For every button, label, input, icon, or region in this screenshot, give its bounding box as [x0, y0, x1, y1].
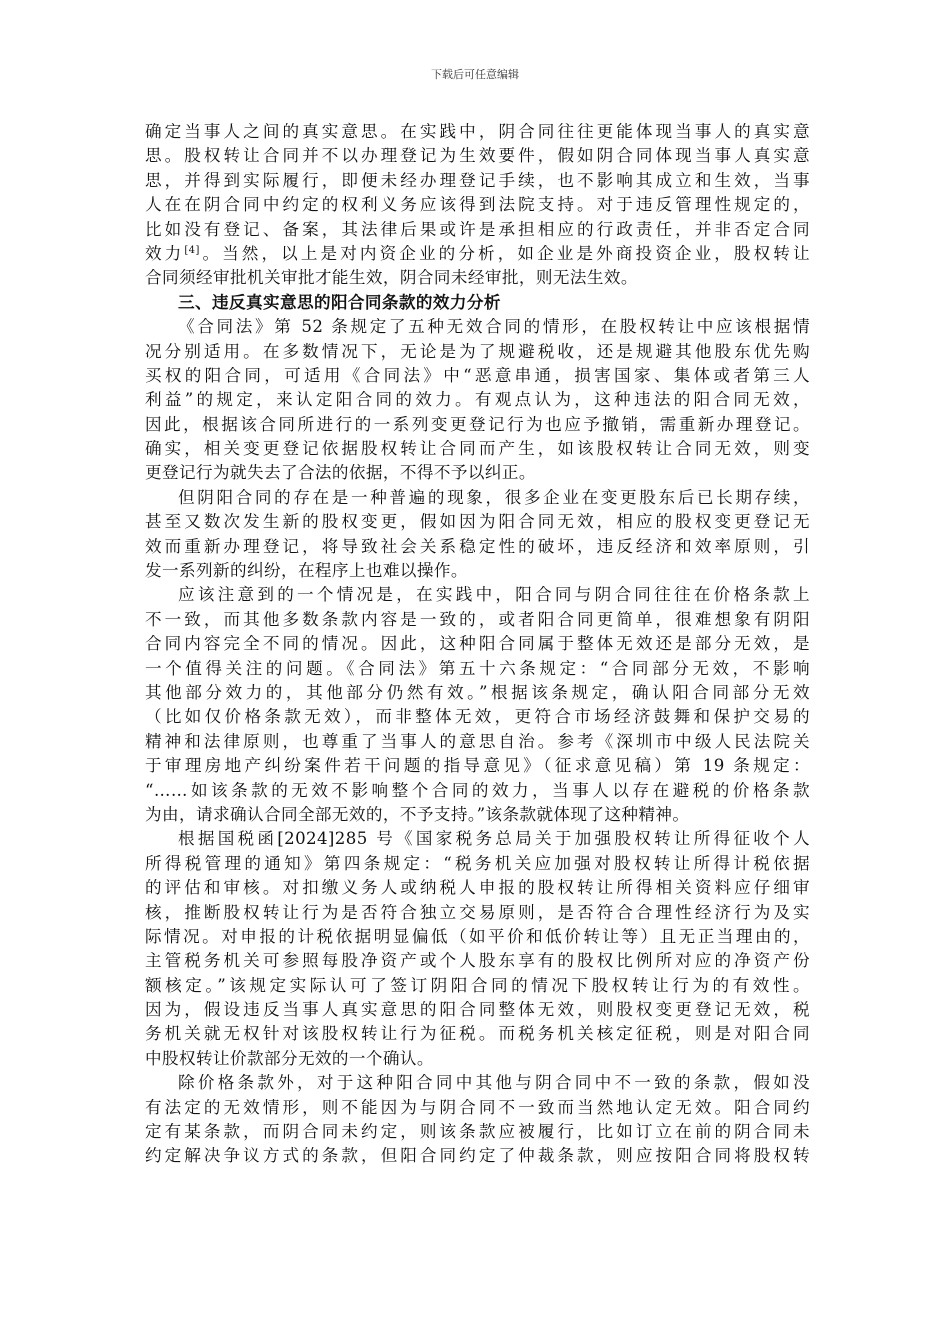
text-line: 中股权转让价款部分无效的一个确认。 [145, 1048, 434, 1068]
text-line: 约定解决争议方式的条款，但阳合同约定了仲裁条款，则应按阳合同将股权转 [145, 1146, 810, 1166]
paragraph [145, 120, 810, 291]
text-line: （比如仅价格条款无效），而非整体无效，更符合市场经济鼓舞和保护交易的 [145, 707, 810, 727]
text-segment: 。当然，以上是对内资企业的分析，如企业是外商投资企业，股权转让 [199, 243, 810, 263]
text-line: 效而重新办理登记，将导致社会关系稳定性的破坏，违反经济和效率原则，引 [145, 536, 810, 556]
text-line: 确定当事人之间的真实意思。在实践中，阴合同往往更能体现当事人的真实意 [145, 122, 810, 141]
section-heading: 三、违反真实意思的阳合同条款的效力分析 [178, 292, 501, 312]
text-line: 更登记行为就失去了合法的依据，不得不予以纠正。 [145, 463, 536, 483]
text-line-with-citation [145, 242, 810, 266]
text-line: 其他部分效力的，其他部分仍然有效。”根据该条规定，确认阳合同部分无效 [145, 682, 810, 702]
text-line: 应该注意到的一个情况是，在实践中，阳合同与阴合同往往在价格条款上 [178, 585, 810, 605]
text-line: 况分别适用。在多数情况下，无论是为了规避税收，还是规避其他股东优先购 [145, 341, 810, 361]
paragraph [145, 486, 810, 584]
text-line: 买权的阳合同，可适用《合同法》中“恶意串通，损害国家、集体或者第三人 [145, 365, 810, 385]
paragraph [145, 827, 810, 1071]
text-line: 利益”的规定，来认定阳合同的效力。有观点认为，这种违法的阳合同无效， [145, 390, 810, 410]
text-line: 精神和法律原则，也尊重了当事人的意思自治。参考《深圳市中级人民法院关 [145, 731, 810, 751]
text-line: 际情况。对申报的计税依据明显偏低（如平价和低价转让等）且无正当理由的， [145, 926, 810, 946]
text-line: 思，并得到实际履行，即便未经办理登记手续，也不影响其成立和生效，当事 [145, 170, 810, 190]
text-line: 思。股权转让合同并不以办理登记为生效要件，假如阴合同体现当事人真实意 [145, 146, 810, 166]
text-line: 发一系列新的纠纷，在程序上也难以操作。 [145, 561, 468, 581]
text-line: 因为，假设违反当事人真实意思的阳合同整体无效，则股权变更登记无效，税 [145, 1000, 810, 1020]
paragraph [145, 1071, 810, 1169]
text-line: 因此，根据该合同所进行的一系列变更登记行为也应予撤销，需重新办理登记。 [145, 414, 810, 434]
text-line: 甚至又数次发生新的股权变更，假如因为阳合同无效，相应的股权变更登记无 [145, 512, 810, 532]
paragraph [145, 315, 810, 486]
text-line: 但阴阳合同的存在是一种普遍的现象，很多企业在变更股东后已长期存续， [178, 487, 810, 507]
text-line: 于审理房地产纠纷案件若干问题的指导意见》（征求意见稿）第 19 条规定： [145, 756, 810, 776]
text-line: 一个值得关注的问题。《合同法》第五十六条规定：“合同部分无效，不影响 [145, 658, 810, 678]
text-line: 核，推断股权转让行为是否符合独立交易原则，是否符合合理性经济行为及实 [145, 902, 810, 922]
text-line: 额核定。”该规定实际认可了签订阴阳合同的情况下股权转让行为的有效性。 [145, 975, 810, 995]
text-line: 合同内容完全不同的情况。因此，这种阳合同属于整体无效还是部分无效，是 [145, 634, 810, 654]
text-line: “……如该条款的无效不影响整个合同的效力，当事人以存在避税的价格条款 [145, 780, 810, 800]
page-header: 下载后可任意编辑 [431, 68, 519, 81]
text-line: 根据国税函[2024]285 号《国家税务总局关于加强股权转让所得征收个人 [178, 829, 810, 849]
citation-reference: [4] [184, 244, 200, 256]
text-line: 务机关就无权针对该股权转让行为征税。而税务机关核定征税，则是对阳合同 [145, 1024, 810, 1044]
document-body [145, 120, 810, 1169]
text-line: 合同须经审批机关审批才能生效，阴合同未经审批，则无法生效。 [145, 268, 638, 288]
text-segment: 效力 [145, 243, 185, 263]
text-line: 确实，相关变更登记依据股权转让合同而产生，如该股权转让合同无效，则变 [145, 439, 810, 459]
text-line: 所得税管理的通知》第四条规定：“税务机关应加强对股权转让所得计税依据 [145, 853, 810, 873]
text-line: 比如没有登记、备案，其法律后果或许是承担相应的行政责任，并非否定合同 [145, 219, 810, 239]
text-line: 主管税务机关可参照每股净资产或个人股东享有的股权比例所对应的净资产份 [145, 951, 810, 971]
text-line: 不一致，而其他多数条款内容是一致的，或者阳合同更简单，很难想象有阴阳 [145, 609, 810, 629]
text-line: 的评估和审核。对扣缴义务人或纳税人申报的股权转让所得相关资料应仔细审 [145, 878, 810, 898]
text-line: 《合同法》第 52 条规定了五种无效合同的情形，在股权转让中应该根据情 [178, 317, 810, 337]
text-line: 有法定的无效情形，则不能因为与阴合同不一致而当然地认定无效。阳合同约 [145, 1097, 810, 1117]
text-line: 定有某条款，而阴合同未约定，则该条款应被履行，比如订立在前的阴合同未 [145, 1122, 810, 1142]
text-line: 除价格条款外，对于这种阳合同中其他与阴合同中不一致的条款，假如没 [178, 1073, 810, 1093]
text-line: 人在在阴合同中约定的权利义务应该得到法院支持。对于违反管理性规定的， [145, 195, 810, 215]
paragraph [145, 583, 810, 827]
text-line: 为由，请求确认合同全部无效的，不予支持。”该条款就体现了这种精神。 [145, 804, 690, 824]
